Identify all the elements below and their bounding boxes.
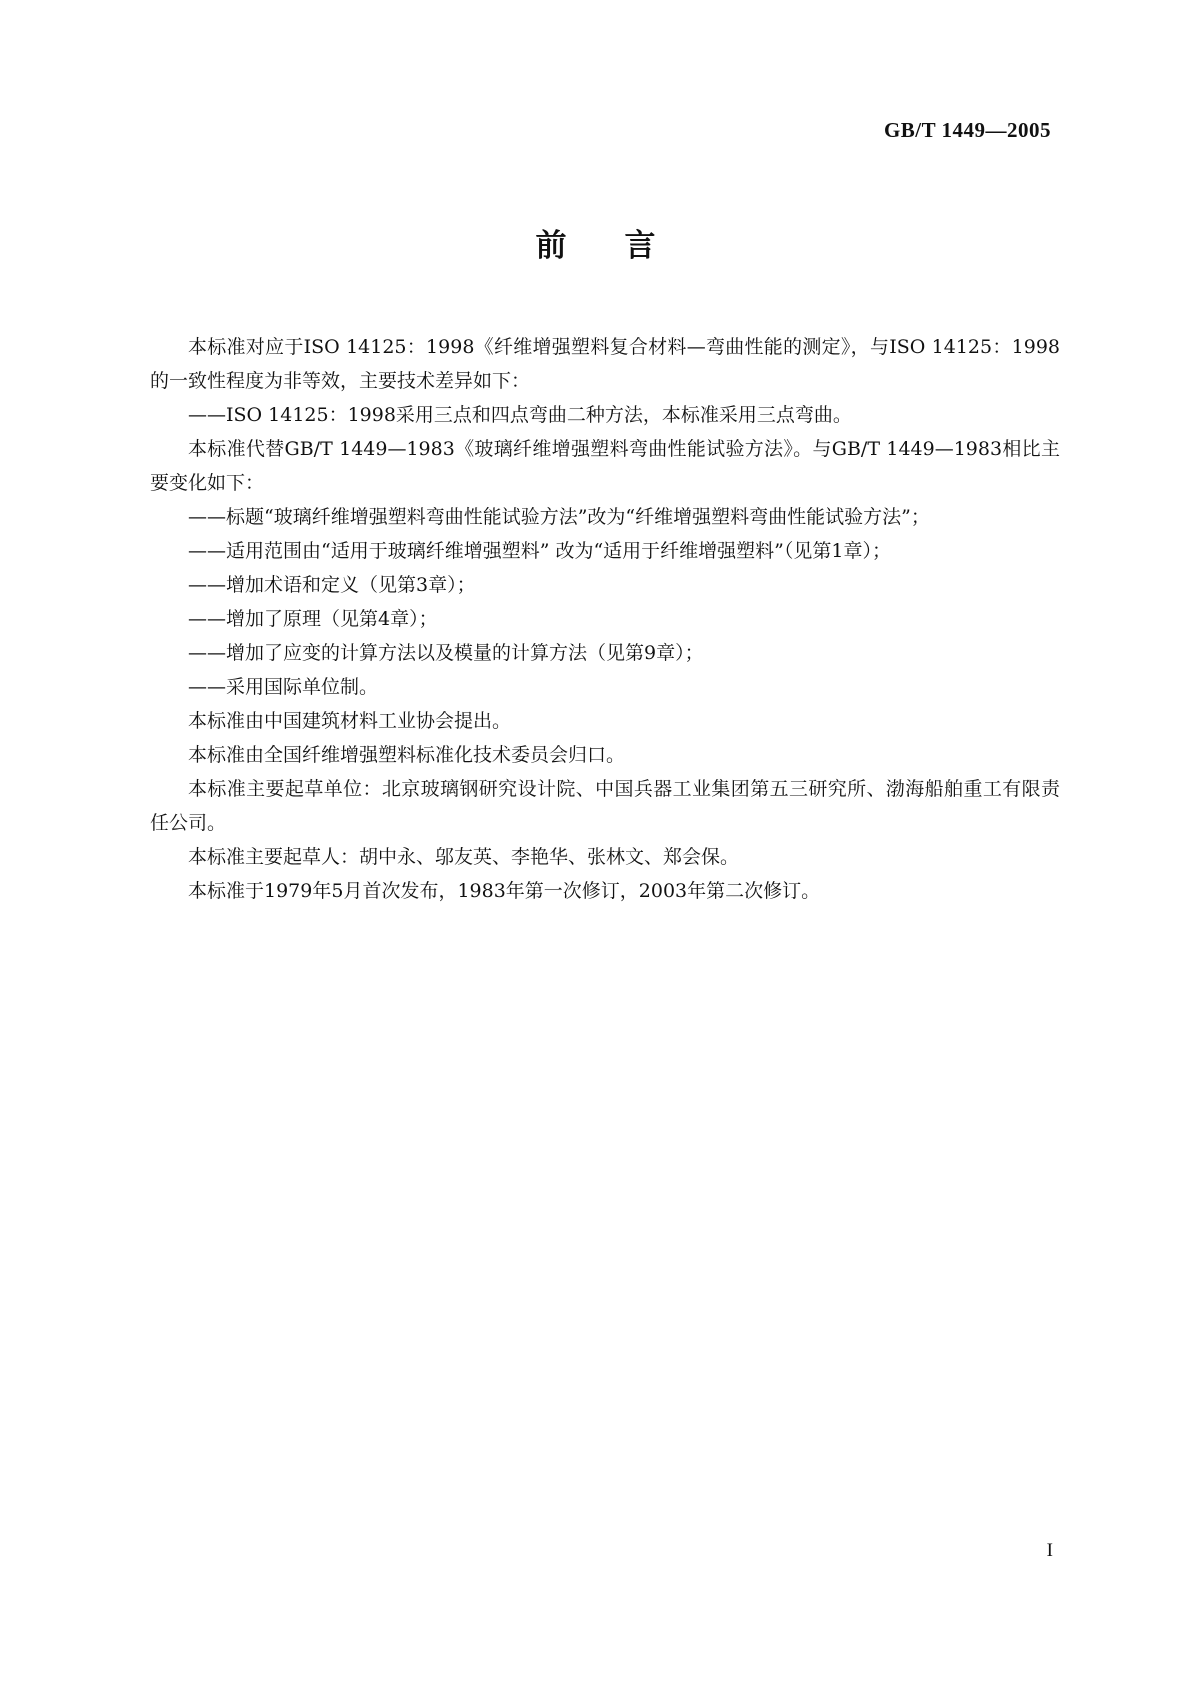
paragraph-managed-by: 本标准由全国纤维增强塑料标准化技术委员会归口。: [188, 744, 626, 766]
paragraph-proposed-by: 本标准由中国建筑材料工业协会提出。: [188, 710, 512, 732]
list-item-terms: ——增加术语和定义（见第3章）；: [188, 574, 476, 596]
list-item-title-change: ——标题“玻璃纤维增强塑料弯曲性能试验方法”改为“纤维增强塑料弯曲性能试验方法”；: [188, 506, 930, 528]
paragraph-drafters: 本标准主要起草人：胡中永、邬友英、李艳华、张林文、郑会保。: [188, 846, 740, 868]
paragraph-replacement: 本标准代替GB/T 1449—1983《玻璃纤维增强塑料弯曲性能试验方法》。与GB/T 1449—1983相比主要变化如下：: [150, 438, 1060, 494]
list-item-principle: ——增加了原理（见第4章）；: [188, 608, 438, 630]
paragraph-drafting-units: 本标准主要起草单位：北京玻璃钢研究设计院、中国兵器工业集团第五三研究所、渤海船舶重工有限责任公司。: [150, 778, 1060, 834]
standard-code: GB/T 1449—2005: [883, 118, 1051, 142]
list-item-bending-method: ——ISO 14125：1998采用三点和四点弯曲二种方法，本标准采用三点弯曲。: [188, 404, 852, 426]
page-number: I: [1046, 1540, 1053, 1561]
page-title: 前言: [535, 228, 714, 264]
paragraph-correspondence: 本标准对应于ISO 14125：1998《纤维增强塑料复合材料—弯曲性能的测定》，与ISO 14125：1998的一致性程度为非等效，主要技术差异如下：: [150, 336, 1060, 392]
list-item-si-units: ——采用国际单位制。: [188, 676, 379, 698]
list-item-scope-change: ——适用范围由“适用于玻璃纤维增强塑料” 改为“适用于纤维增强塑料”（见第1章）；: [188, 540, 891, 562]
list-item-calculation: ——增加了应变的计算方法以及模量的计算方法（见第9章）；: [188, 642, 704, 664]
paragraph-history: 本标准于1979年5月首次发布，1983年第一次修订，2003年第二次修订。: [188, 880, 821, 902]
foreword-body: [150, 330, 1060, 908]
